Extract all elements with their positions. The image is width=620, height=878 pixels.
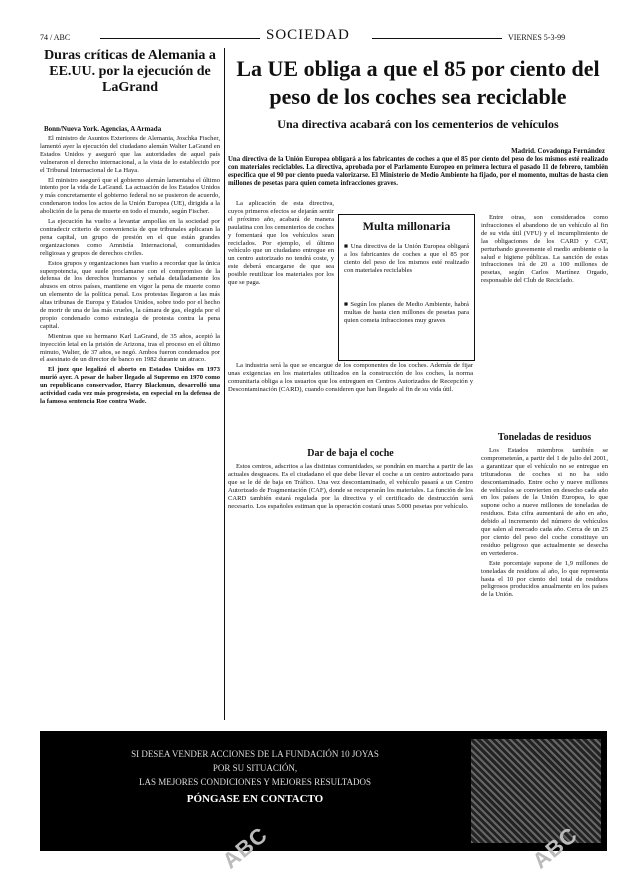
left-paragraph: Mientras que su hermano Karl LaGrand, de 35 años, aceptó la inyección letal en la prisión de Arizona, tras el proceso en el último minuto, Walter, de 37 años, se negó. Ambos fueron condenados por el asesinato de un director de banco en 1982 durante un atraco. [40, 332, 220, 364]
ad-line: PÓNGASE EN CONTACTO [186, 793, 324, 805]
header-rule-left [100, 38, 260, 39]
watermark: ABC [217, 821, 273, 874]
main-headline: La UE obliga a que el 85 por ciento del peso de los coches sea reciclable [236, 56, 600, 109]
main-col-mid2 [228, 463, 473, 723]
page-number: 74 / ABC [40, 33, 71, 42]
sidebox-title: Multa millonaria [362, 219, 451, 233]
left-paragraph: El juez que legalizó el aborto en Estados Unidos en 1973 murió ayer. A pesar de haber llegado al Supremo en 1970 como un republicano conservador, Harry Blackmun, desarrolló una actividad cada vez más progresista, en especial en la defensa de la famosa sentencia Roe contra Wade. [40, 366, 220, 405]
page-date: VIERNES 5-3-99 [508, 33, 566, 42]
ad-line: LAS MEJORES CONDICIONES Y MEJORES RESULTADOS [138, 777, 372, 787]
left-byline: Bonn/Nueva York. Agencias, A Armada [44, 125, 162, 133]
sidebox-bullet: ■ Según los planes de Medio Ambiente, habrá multas de hasta cien millones de pesetas para quien cometa infracciones muy graves [344, 301, 469, 324]
subhead-toneladas: Toneladas de residuos [497, 432, 592, 443]
main-lead: Una directiva de la Unión Europea obligará a los fabricantes de coches a que el 85 por ciento del peso de los mismos esté realizado con materiales reciclables. La directiva, aprobada por el Parlamento Europeo en primera lectura el pasado 11 de febrero, también especifica que el 90 por ciento pueda valorizarse. El Ministerio de Medio Ambiente ha fijado, por el momento, multas de hasta cien millones de pesetas para quien cometa infracciones graves. [228, 156, 608, 187]
watermark: ABC [527, 821, 583, 874]
section-title: SOCIEDAD [266, 27, 350, 43]
main-col-mid-text: La industria será la que se encargue de los componentes de los coches. Además de fijar unas exigencias en los materiales utilizados en la construcción de los coches, la norma comunitaria obliga a los usuarios que los entreguen en Centros Autorizados de Recepción y Descontaminación (CARD), cuando consideren que han llegado al fin de su vida útil. [228, 362, 473, 393]
left-body [40, 135, 220, 720]
main-col2b [481, 447, 608, 672]
column-divider [224, 48, 225, 720]
main-col1 [228, 200, 334, 350]
left-paragraph: El ministro aseguró que el gobierno alemán lamentaba el último intento por la vida de LaGrand. La actuación de los Estados Unidos y más concretamente el gobierno federal no se pusieron de acuerdo, condenaron todos los actos de la Unión Europea (UE), dirigida a la abolición de la pena de muerte en todo el mundo, según Fischer. [40, 176, 220, 216]
ad-line: SI DESEA VENDER ACCIONES DE LA FUNDACIÓN 10 JOYAS [131, 749, 379, 759]
main-col2c-text: Este porcentaje supone de 1,9 millones de toneladas de residuos al año, lo que representa hasta el 10 por ciento del total de residuos peligrosos producidos anualmente en los países de la Unión. [481, 559, 608, 599]
sidebox-bullet: ■ Una directiva de la Unión Europea obligará a los fabricantes de coches a que el 85 por ciento del peso de los mismos esté realizado con materiales reciclables [344, 243, 469, 274]
ad-photo [471, 739, 601, 843]
main-col2b-text: Los Estados miembros también se comprometerán, a partir del 1 de julio del 2001, a garantizar que el vehículo no se entregue en trituradoras de coches si no ha sido descontaminado. Entre ocho y nueve millones de vehículos se convierten en desecho cada año en los países de la Unión Europea, lo que supone ocho a nueve millones de toneladas de residuos. Esta cifra aumentará de año en año, debido al incremento del número de vehículos que salen al mercado cada año. Cerca de un 25 por ciento del peso del coche constituye un residuo peligroso que actualmente se desecha en vertederos. [481, 447, 608, 557]
main-col1-text: La aplicación de esta directiva, cuyos primeros efectos se dejarán sentir el próximo año, acabará de manera paulatina con los cementerios de coches y fomentará que los vehículos sean reciclados. Por ejemplo, el último vehículo que un ciudadano entregue en un centro autorizado no tendrá coste, y este deberá encargarse de que sea posible reutilizar los materiales por los que se paga. [228, 200, 334, 287]
main-col-mid2-text: Estos centros, adscritos a las distintas comunidades, se pondrán en marcha a partir de las actuales desguaces. Es el ciudadano el que debe llevar el coche a un centro autorizado para que se le dé de baja en Tráfico. Una vez descontaminado, el vehículo pasará a un Centro Autorizado de Fragmentación (CAF), donde se recuperarán los materiales. La función de los CARD también estará regulada por la directiva y el certificado de destrucción será necesario. Los españoles estiman que la operación costará unas 5.000 pesetas por vehículo. [228, 463, 473, 510]
left-headline: Duras críticas de Alemania a EE.UU. por la ejecución de LaGrand [44, 48, 216, 95]
ad-line: POR SU SITUACIÓN, [212, 763, 298, 773]
subhead-baja: Dar de baja el coche [307, 448, 394, 459]
advertisement [40, 731, 607, 851]
main-subhead: Una directiva acabará con los cementerios de vehículos [277, 117, 559, 131]
main-col2-text: Entre otras, son considerados como infracciones el abandono de un vehículo al fin de su vida útil (VFU) y el incumplimiento de las obligaciones de los CARD y CAT, perturbando gravemente el medio ambiente o la salud e higiene públicas. La sanción de estas infracciones irá de 20 a 100 millones de pesetas, según Carlos Martínez Orgado, responsable del Club de Reciclado. [481, 214, 608, 285]
left-paragraph: Estos grupos y organizaciones han vuelto a recordar que la única superpotencia, que suele proclamarse con el compromiso de la defensa de los derechos humanos y señala detalladamente los abusos en otros países, mantiene en vigor la pena de muerte como un elemento de la política penal. Los protestas llegaron a las más altas tribunas de Europa y Estados Unidos, sobre todo por el hecho de morir de una de las más crueles, la cámara de gas, elegida por el propio condenado como estrategia de protesta contra la pena capital. [40, 259, 220, 330]
main-col-mid [228, 362, 473, 442]
left-paragraph: La ejecución ha vuelto a levantar ampollas en la sociedad por contradecir criterio de conveniencia de que tribunales aplicaran la pena capital, un grupo de presión en el que están grandes organizaciones como Amnistía Internacional, comunidades religiosas y grupos de derechos civiles. [40, 218, 220, 257]
sidebox [338, 214, 475, 361]
header-rule-right [372, 38, 502, 39]
main-byline: Madrid. Covadonga Fernández [511, 147, 605, 155]
left-paragraph: El ministro de Asuntos Exteriores de Alemania, Joschka Fischer, lamentó ayer la ejecución del ciudadano alemán Walter LaGrand en Estados Unidos y aseguró que las autoridades de aquel país vulneraron el derecho internacional, a la vista de lo establecido por el Tribunal Internacional de La Haya. [40, 135, 220, 174]
main-col2 [481, 214, 608, 364]
